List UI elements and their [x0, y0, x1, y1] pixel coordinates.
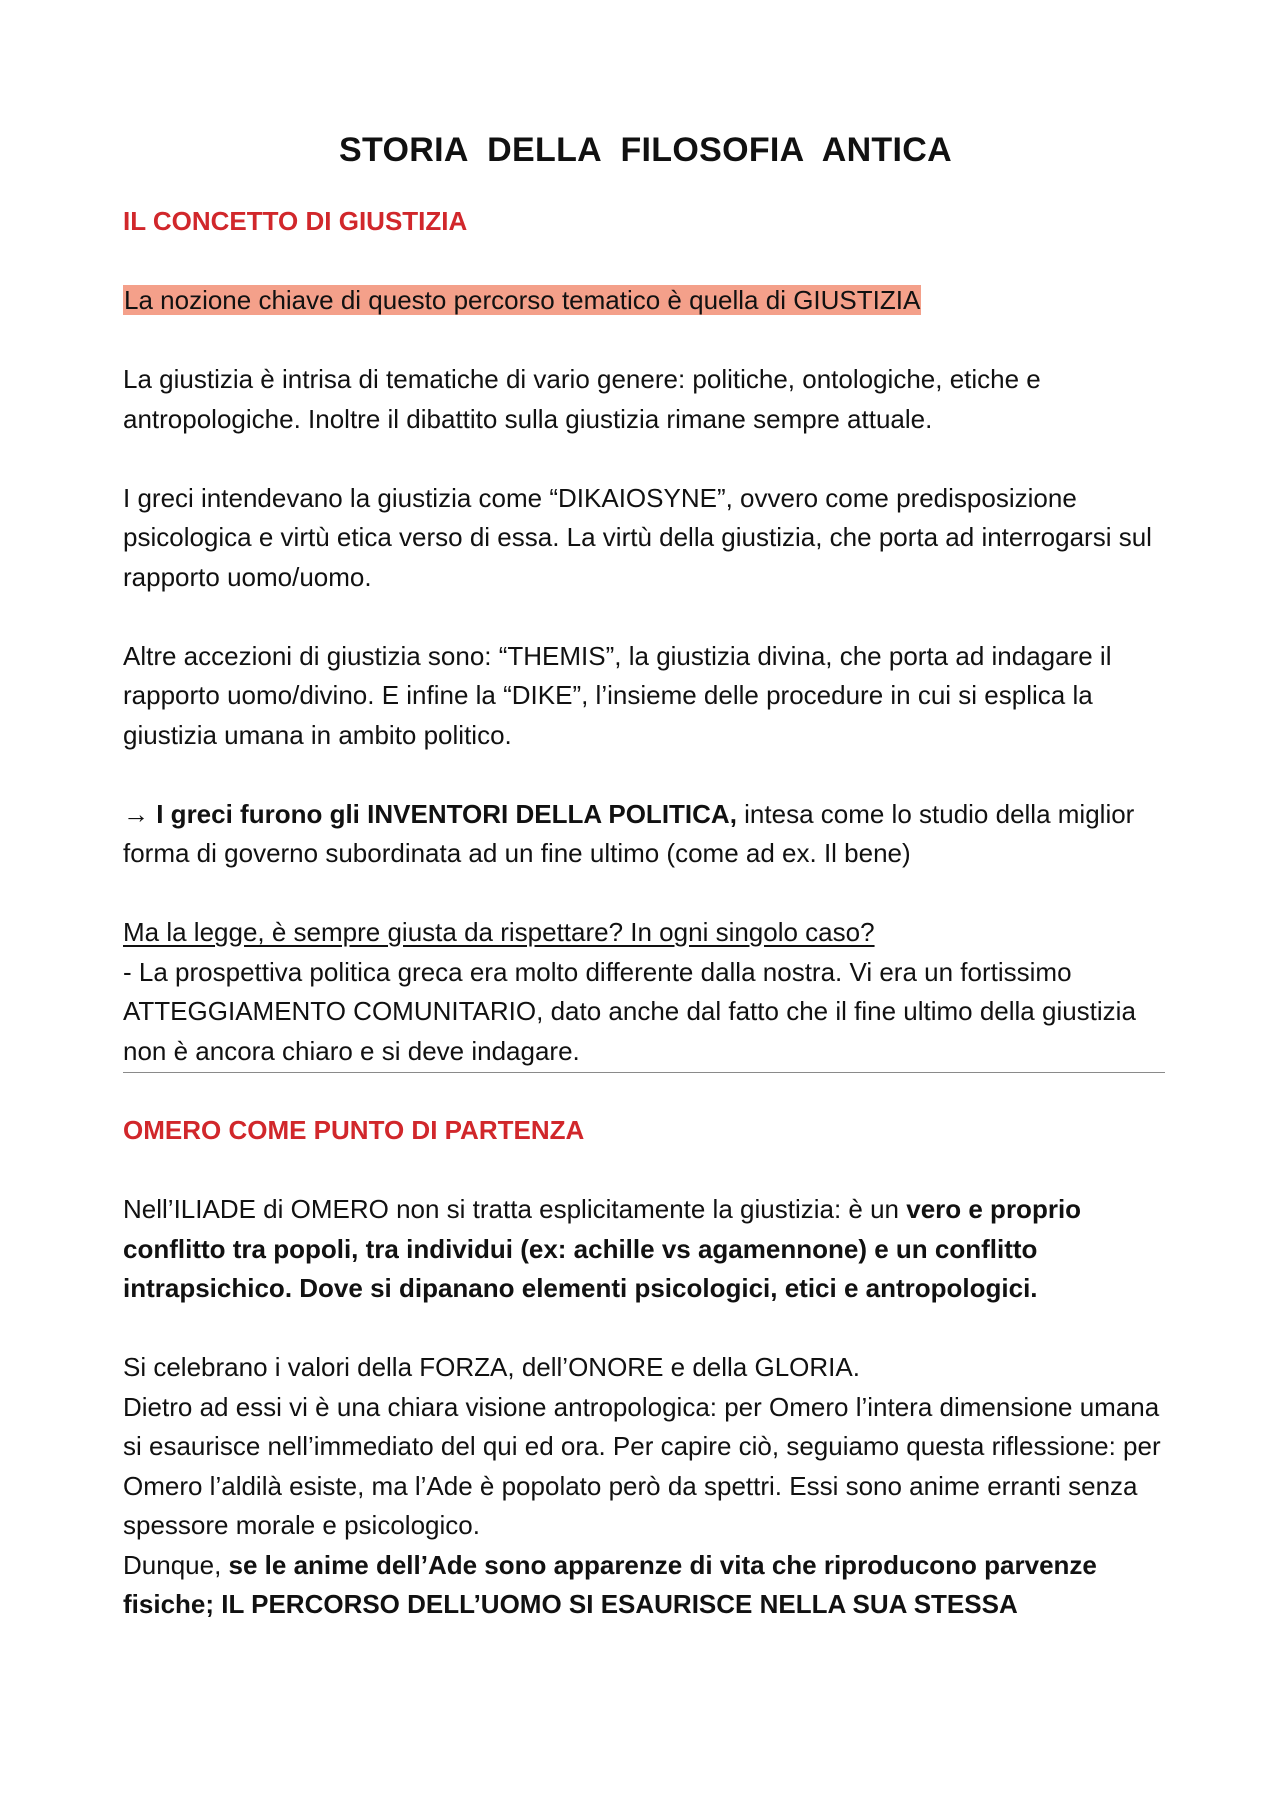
spacer: [123, 439, 1168, 479]
paragraph-anime-ade: [123, 1546, 1168, 1625]
paragraph-visione-antropologica: Dietro ad essi vi è una chiara visione antropologica: per Omero l’intera dimensione umana si esaurisce nell’immediato del qui ed ora. Per capire ciò, seguiamo questa riflessione: per Omero l’aldilà esiste, ma l’Ade è popolato però da spettri. Essi sono anime erranti senza spessore morale e psicologico.: [123, 1391, 1161, 1540]
bold-statement: I greci furono gli INVENTORI DELLA POLITICA,: [156, 798, 737, 829]
arrow-icon: →: [123, 798, 157, 829]
highlight-text: La nozione chiave di questo percorso tematico è quella di GIUSTIZIA: [124, 285, 921, 315]
section-heading-omero: OMERO COME PUNTO DI PARTENZA: [123, 1115, 585, 1145]
paragraph-iliade: [123, 1190, 1168, 1309]
spacer: [123, 242, 1168, 282]
paragraph-themis-dike: Altre accezioni di giustizia sono: “THEMIS”, la giustizia divina, che porta ad indagare il rapporto uomo/divino. E infine la “DIKE”, l’insieme delle procedure in cui si esplica la giustizia umana in ambito politico.: [123, 640, 1112, 750]
paragraph-giustizia-tematiche: La giustizia è intrisa di tematiche di vario genere: politiche, ontologiche, etiche e antropologiche. Inoltre il dibattito sulla giustizia rimane sempre attuale.: [123, 364, 1041, 434]
spacer: [123, 874, 1168, 914]
paragraph-text: Nell’ILIADE di OMERO non si tratta esplicitamente la giustizia: è un: [123, 1194, 907, 1224]
question-legge: Ma la legge, è sempre giusta da rispettare? In ogni singolo caso?: [123, 917, 875, 947]
bold-statement: vero e proprio conflitto tra popoli, tra individui (ex: achille vs agamennone) e un conflitto intrapsichico. Dove si dipanano elementi psicologici, etici e antropologici.: [123, 1194, 1082, 1303]
document-title: STORIA DELLA FILOSOFIA ANTICA: [339, 131, 952, 169]
section-divider: [123, 1072, 1165, 1073]
highlighted-statement: [123, 281, 1168, 321]
paragraph-dikaiosyne: I greci intendevano la giustizia come “DIKAIOSYNE”, ovvero come predisposizione psicologica e virtù etica verso di essa. La virtù della giustizia, che porta ad interrogarsi sul rapporto uomo/uomo.: [123, 482, 1152, 592]
paragraph-prospettiva-politica: - La prospettiva politica greca era molto differente dalla nostra. Vi era un fortissimo ATTEGGIAMENTO COMUNITARIO, dato anche dal fatto che il fine ultimo della giustizia non è ancora chiaro e si deve indagare.: [123, 956, 1136, 1066]
spacer: [123, 597, 1168, 637]
paragraph-valori: Si celebrano i valori della FORZA, dell’ONORE e della GLORIA.: [123, 1352, 860, 1382]
spacer: [123, 1151, 1168, 1191]
paragraph-text: Dunque,: [123, 1549, 229, 1580]
section-heading-giustizia: IL CONCETTO DI GIUSTIZIA: [123, 206, 468, 236]
paragraph-text: intesa come lo studio della miglior forma di governo subordinata ad un fine ultimo (come ad ex. Il bene): [123, 798, 1135, 868]
spacer: [123, 1309, 1168, 1349]
bold-statement: se le anime dell’Ade sono apparenze di vita che riproducono parvenze fisiche; IL PERCORSO DELL’UOMO SI ESAURISCE NELLA SUA STESSA: [123, 1549, 1097, 1619]
document-body: [123, 124, 1168, 1625]
spacer: [123, 755, 1168, 795]
paragraph-inventori-politica: [123, 795, 1168, 874]
spacer: [123, 321, 1168, 361]
